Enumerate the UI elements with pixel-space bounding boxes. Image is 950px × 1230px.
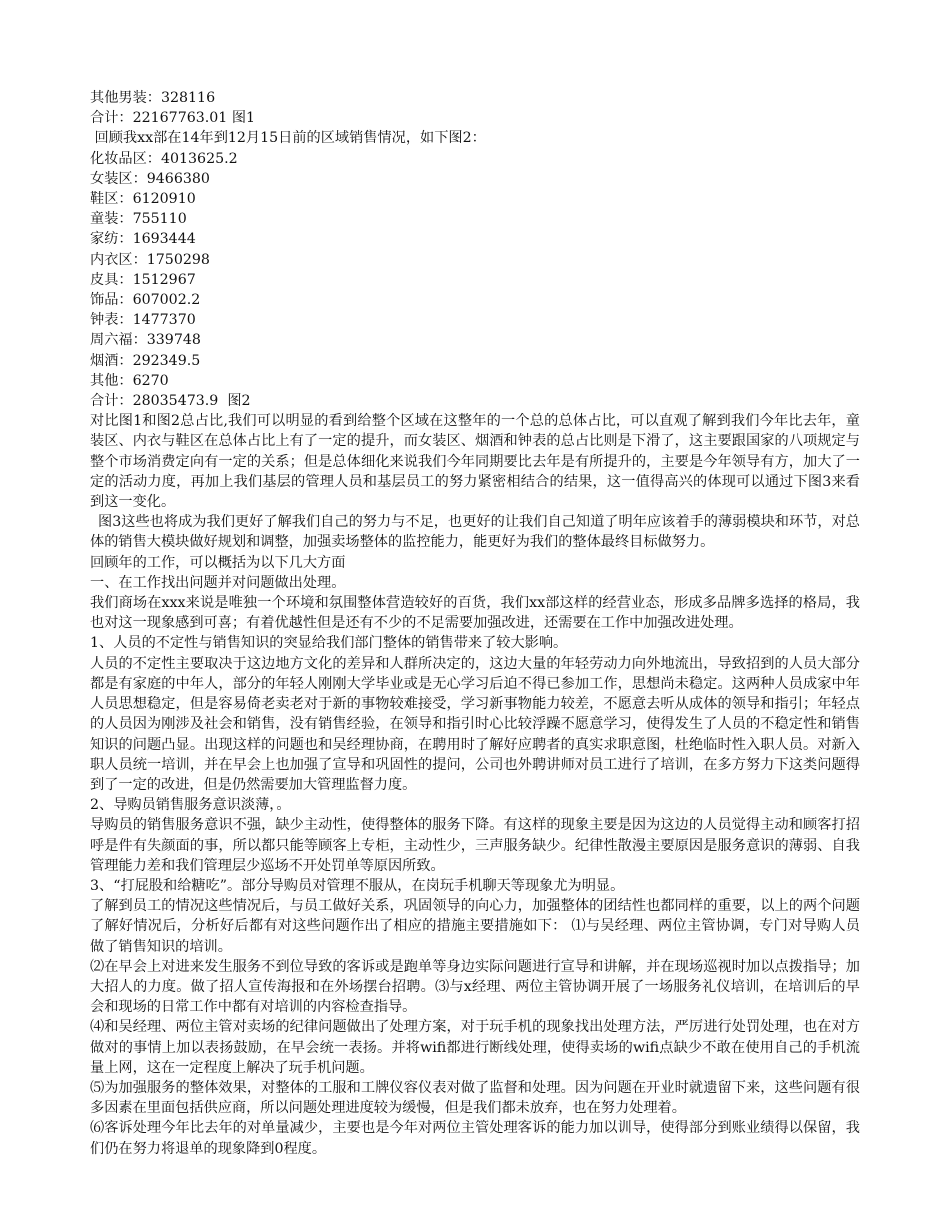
stat-line-other: 其他：6270 bbox=[90, 372, 169, 389]
section1-body: 我们商场在xxx来说是唯独一个环境和氛围整体营造较好的百货，我们xx部这样的经营业态，形成多品牌多选择的格局，我也对这一现象感到可喜；有着优越性但是还有不少的不足需要加强改进，还需要在工作中加强改进处理。 bbox=[90, 595, 860, 632]
paragraph-review: 回顾年的工作，可以概括为以下几大方面 bbox=[90, 554, 346, 571]
stat-line-home-textiles: 家纺：1693444 bbox=[90, 231, 196, 248]
item2-title: 2、导购员销售服务意识淡薄，。 bbox=[90, 797, 291, 814]
item3-body: 了解到员工的情况这些情况后，与员工做好关系，巩固领导的向心力，加强整体的团结性也都同样的重要，以上的两个问题了解好情况后，分析好后都有对这些问题作出了相应的措施主要措施如下： ⑴与吴经理、两位主管协调，专门对导购人员做了销售知识的培训。 bbox=[90, 898, 860, 955]
stat-line-shoes: 鞋区：6120910 bbox=[90, 191, 196, 208]
paragraph-figure3: 图3这些也将成为我们更好了解我们自己的努力与不足，也更好的让我们自己知道了明年应该着手的薄弱模块和环节，对总体的销售大模块做好规划和调整，加强卖场整体的监控能力，能更好为我们的整体最终目标做努力。 bbox=[90, 514, 860, 551]
measure-5: ⑸为加强服务的整体效果，对整体的工服和工牌仪容仪表对做了监督和处理。因为问题在开业时就遗留下来，这些问题有很多因素在里面包括供应商，所以问题处理进度较为缓慢，但是我们都未放弃，也在努力处理着。 bbox=[90, 1079, 860, 1117]
item3-title: 3、“打屁股和给糖吃”。部分导购员对管理不服从，在岗玩手机聊天等现象尤为明显。 bbox=[90, 877, 625, 894]
section1-title: 一、在工作找出问题并对问题做出处理。 bbox=[90, 574, 346, 591]
stat-line-leather-goods: 皮具：1512967 bbox=[90, 271, 196, 288]
stat-line-total-figure1: 合计：22167763.01 图1 bbox=[90, 110, 256, 127]
stat-line-lingerie: 内衣区：1750298 bbox=[90, 251, 210, 268]
intro-line: 回顾我xx部在14年到12月15日前的区域销售情况，如下图2： bbox=[90, 130, 486, 147]
stat-line-tobacco-liquor: 烟酒：292349.5 bbox=[90, 352, 201, 369]
paragraph-compare: 对比图1和图2总占比,我们可以明显的看到给整个区域在这整年的一个总的总体占比，可以直观了解到我们今年比去年，童装区、内衣与鞋区在总体占比上有了一定的提升，而女装区、烟酒和钟表的总占比则是下滑了，这主要跟国家的八项规定与整个市场消费定向有一定的关系；但是总体细化来说我们今年同期要比去年是有所提升的，主要是今年领导有方，加大了一定的活动力度，再加上我们基层的管理人员和基层员工的努力紧密相结合的结果，这一值得高兴的体现可以通过下图3来看到这一变化。 bbox=[90, 413, 860, 511]
stat-line-cosmetics: 化妆品区：4013625.2 bbox=[90, 150, 238, 167]
item1-body: 人员的不定性主要取决于这边地方文化的差异和人群所决定的，这边大量的年轻劳动力向外地流出，导致招到的人员大部分都是有家庭的中年人，部分的年轻人刚刚大学毕业或是无心学习后迫不得已参加工作，思想尚未稳定。这两种人员成家中年人员思想稳定，但是容易倚老卖老对于新的事物较难接受，学习新事物能力较差，不愿意去听从成体的领导和指引；年轻点的人员因为刚涉及社会和销售，没有销售经验，在领导和指引时心比较浮躁不愿意学习，使得发生了人员的不稳定性和销售知识的问题凸显。出现这样的问题也和吴经理协商，在聘用时了解好应聘者的真实求职意图，杜绝临时性入职人员。对新入职人员统一培训，并在早会上也加强了宣导和巩固性的提问，公司也外聘讲师对员工进行了培训，在多方努力下这类问题得到了一定的改进，但是仍然需要加大管理监督力度。 bbox=[90, 655, 860, 793]
stat-line-total-figure2: 合计：28035473.9 图2 bbox=[90, 393, 251, 410]
stat-line-kidswear: 童装：755110 bbox=[90, 211, 187, 228]
stat-line-chow-sang: 周六福：339748 bbox=[90, 332, 201, 349]
item2-body: 导购员的销售服务意识不强，缺少主动性，使得整体的服务下降。有这样的现象主要是因为这边的人员觉得主动和顾客打招呼是件有失颜面的事，所以都只能等顾客上专柜，主动性少，三声服务缺少。纪律性散漫主要原因是服务意识的薄弱、自我管理能力差和我们管理层少巡场不开处罚单等原因所致。 bbox=[90, 817, 860, 874]
measure-6: ⑹客诉处理今年比去年的对单量减少，主要也是今年对两位主管处理客诉的能力加以训导，使得部分到账业绩得以保留，我们仍在努力将退单的现象降到0程度。 bbox=[90, 1120, 860, 1157]
stat-line-accessories: 饰品：607002.2 bbox=[90, 292, 201, 309]
measure-4: ⑷和吴经理、两位主管对卖场的纪律问题做出了处理方案，对于玩手机的现象找出处理方法，严厉进行处罚处理，也在对方做对的事情上加以表扬鼓励，在早会统一表扬。并将wifi都进行断线处理，使得卖场的wifi点缺少不敢在使用自己的手机流量上网，这在一定程度上解决了玩手机问题。 bbox=[90, 1019, 860, 1076]
stat-line-womenswear: 女装区：9466380 bbox=[90, 170, 210, 187]
item1-title: 1、人员的不定性与销售知识的突显给我们部门整体的销售带来了较大影响。 bbox=[90, 635, 568, 652]
stat-line-other-menswear: 其他男装：328116 bbox=[90, 90, 216, 106]
stat-line-watches: 钟表：1477370 bbox=[90, 312, 196, 329]
measure-2-3: ⑵在早会上对进来发生服务不到位导致的客诉或是跑单等身边实际问题进行宣导和讲解，并在现场巡视时加以点拨指导；加大招人的力度。做了招人宣传海报和在外场摆台招聘。⑶与x经理、两位主管协调开展了一场服务礼仪培训，在培训后的早会和现场的日常工作中都有对培训的内容检查指导。 bbox=[90, 958, 860, 1016]
